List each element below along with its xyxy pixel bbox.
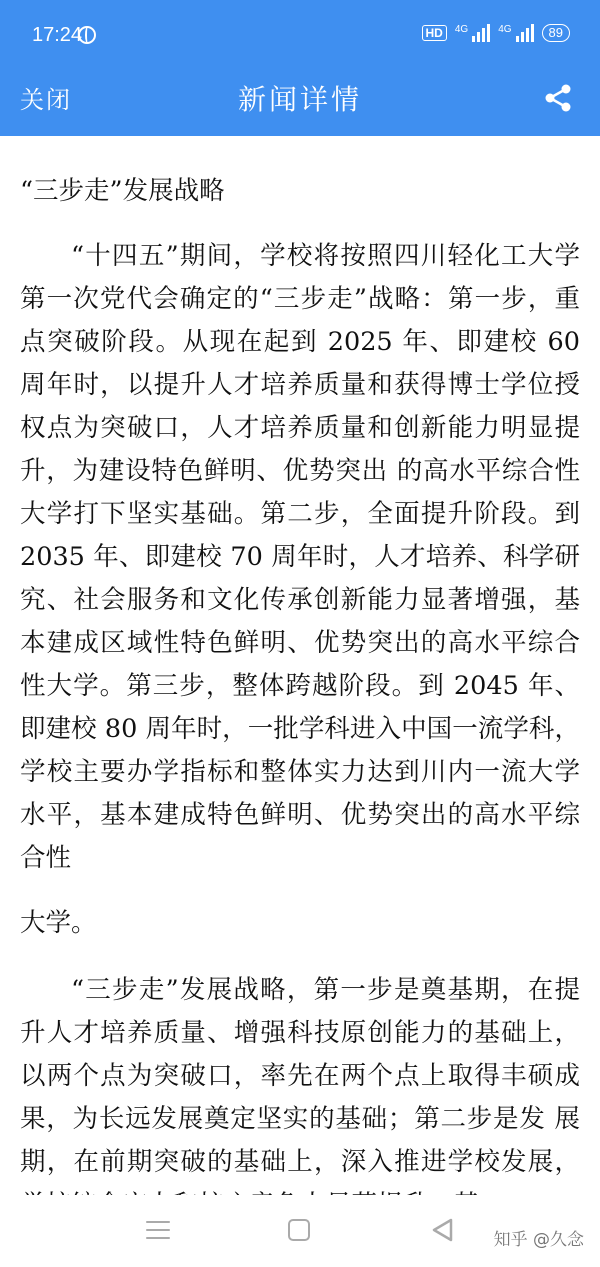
status-bar: [0, 0, 600, 72]
status-time: 17:24: [32, 24, 83, 46]
article-heading: “三步走”发展战略: [20, 176, 225, 206]
article-paragraph: “三步走”发展战略，第一步是奠基期，在提升人才培养质量、增强科技原创能力的基础上，以两个点为突破口，率先在两个点上取得丰硕成果，为长远发展奠定坚实的基础；第二步是发 展期，在前期突破的基础上，深入推进学校发展，: [20, 975, 580, 1177]
status-indicators: [422, 24, 571, 42]
signal-icon-2: [516, 24, 534, 42]
app-header: [0, 0, 600, 136]
page-title: 新闻详情: [237, 83, 362, 116]
network-type-2: 4G: [498, 24, 512, 35]
network-type-1: 4G: [454, 24, 469, 35]
article-paragraph: “十四五”期间，学校将按照四川轻化工大学第一次党代会确定的“三步走”战略：第一步，重点突破阶段。从现在起到 2025 年、即建校 60 周年时，以提升人才培养质量和获得博士学位授权点为突破口，人才培养质量和创新能力明显提升，为建设特色鲜明、优势突出 的高水平综合性大学打下坚实基础。第二步，全面提升阶段。到 2035 年、即建校 70 周年时，人才培养、科学研究、社会服务和文化传承创新能力显著增强，基 本建成区域性特色鲜明、优势突出的高水平综合性大学。第三步，整体跨越阶段。到 2045 年、即建校 80 周年时，一批学科进入中国一流学科，学校主要办学指标和整体实力达到川内一流大学水平，基本建成特色鲜明、优势突出的高水平综合性: [20, 241, 580, 873]
battery-icon: 89: [542, 24, 570, 42]
watermark: 知乎 @久念: [493, 1230, 584, 1250]
share-icon[interactable]: [542, 82, 574, 114]
globe-icon: [78, 26, 96, 44]
hd-badge: HD: [422, 25, 447, 41]
home-icon[interactable]: [288, 1219, 310, 1241]
menu-icon[interactable]: [146, 1221, 170, 1241]
signal-icon: [472, 24, 490, 42]
back-icon[interactable]: [430, 1217, 454, 1243]
article-body: [20, 160, 580, 1195]
close-button[interactable]: 关闭: [20, 86, 72, 114]
navbar: [0, 72, 600, 136]
system-nav-bar: [0, 1195, 600, 1267]
article-paragraph-tail: 大学。: [20, 908, 97, 938]
